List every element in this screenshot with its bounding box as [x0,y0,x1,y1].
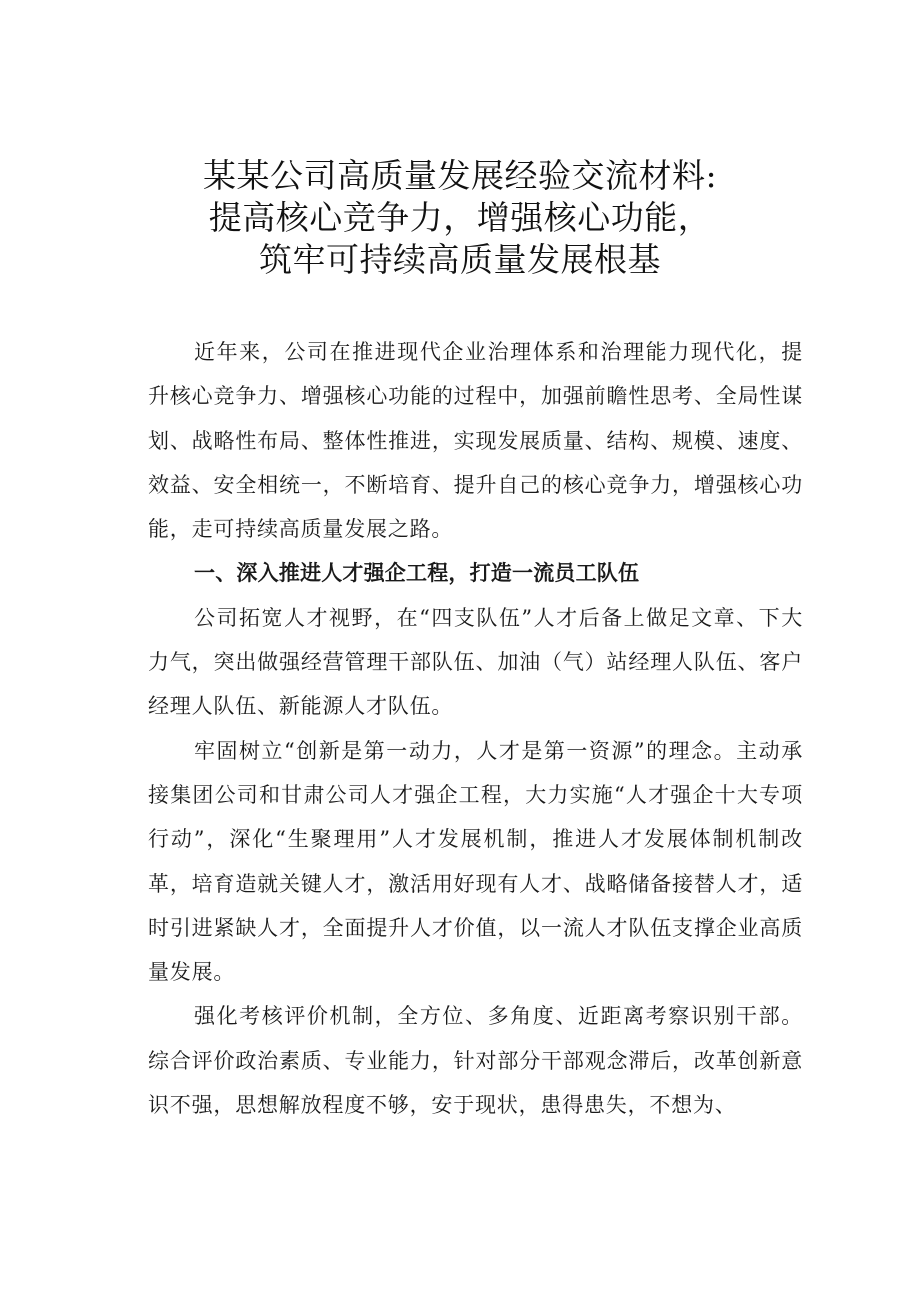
title-line-2: 提高核心竞争力，增强核心功能， [208,198,712,237]
body-paragraph: 公司拓宽人才视野，在“四支队伍”人才后备上做足文章、下大力气，突出做强经营管理干部队伍、加油（气）站经理人队伍、客户经理人队伍、新能源人才队伍。 [148,605,803,719]
intro-paragraph: 近年来，公司在推进现代企业治理体系和治理能力现代化，提升核心竞争力、增强核心功能的过程中，加强前瞻性思考、全局性谋划、战略性布局、整体性推进，实现发展质量、结构、规模、速度、效益、安全相统一，不断培育、提升自己的核心竞争力，增强核心功能，走可持续高质量发展之路。 [148,340,803,542]
title-line-3: 筑牢可持续高质量发展根基 [259,240,661,279]
title-line-1: 某某公司高质量发展经验交流材料: [202,156,718,195]
document-body [148,330,803,1127]
body-paragraph: 强化考核评价机制，全方位、多角度、近距离考察识别干部。综合评价政治素质、专业能力，针对部分干部观念滞后，改革创新意识不强，思想解放程度不够，安于现状，患得患失，不想为、 [148,1004,803,1118]
section-heading: 一、深入推进人才强企工程，打造一流员工队伍 [194,561,640,586]
body-paragraph: 牢固树立“创新是第一动力，人才是第一资源”的理念。主动承接集团公司和甘肃公司人才强企工程，大力实施“人才强企十大专项行动”，深化“生聚理用”人才发展机制，推进人才发展体制机制改革，培育造就关键人才，激活用好现有人才、战略储备接替人才，适时引进紧缺人才，全面提升人才价值，以一流人才队伍支撑企业高质量发展。 [148,738,803,985]
document-title [100,155,820,281]
